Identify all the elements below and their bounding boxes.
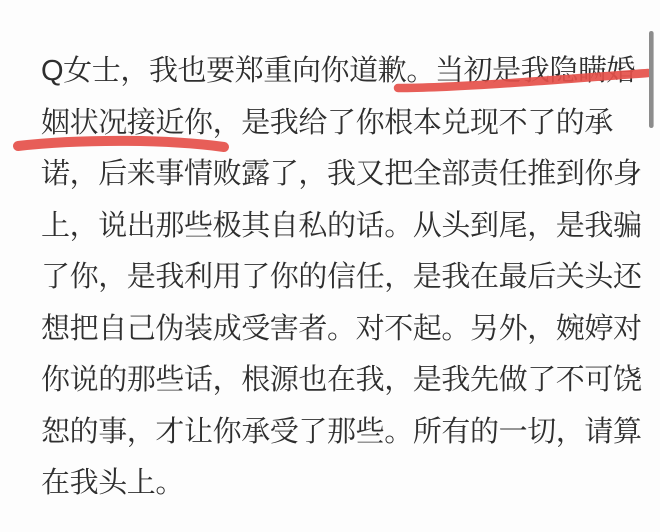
text-line-2: 姻状况接近你，是我给了你根本兑现不了的承 xyxy=(41,106,614,139)
text-line-4: 上，说出那些极其自私的话。从头到尾，是我骗 xyxy=(41,209,642,242)
text-line-1: Q女士，我也要郑重向你道歉。当初是我隐瞒婚 xyxy=(41,55,636,87)
text-line-3: 诺，后来事情败露了，我又把全部责任推到你身 xyxy=(41,158,642,190)
text-line-8: 恕的事，才让你承受了那些。所有的一切，请算 xyxy=(41,415,642,448)
text-line-6: 想把自己伪装成受害者。对不起。另外，婉婷对 xyxy=(41,312,642,345)
text-line-5: 了你，是我利用了你的信任，是我在最后关头还 xyxy=(41,261,642,293)
text-line-7: 你说的那些话，根源也在我，是我先做了不可饶 xyxy=(41,364,642,396)
apology-paragraph xyxy=(41,46,656,510)
text-line-9: 在我头上。 xyxy=(41,467,185,499)
